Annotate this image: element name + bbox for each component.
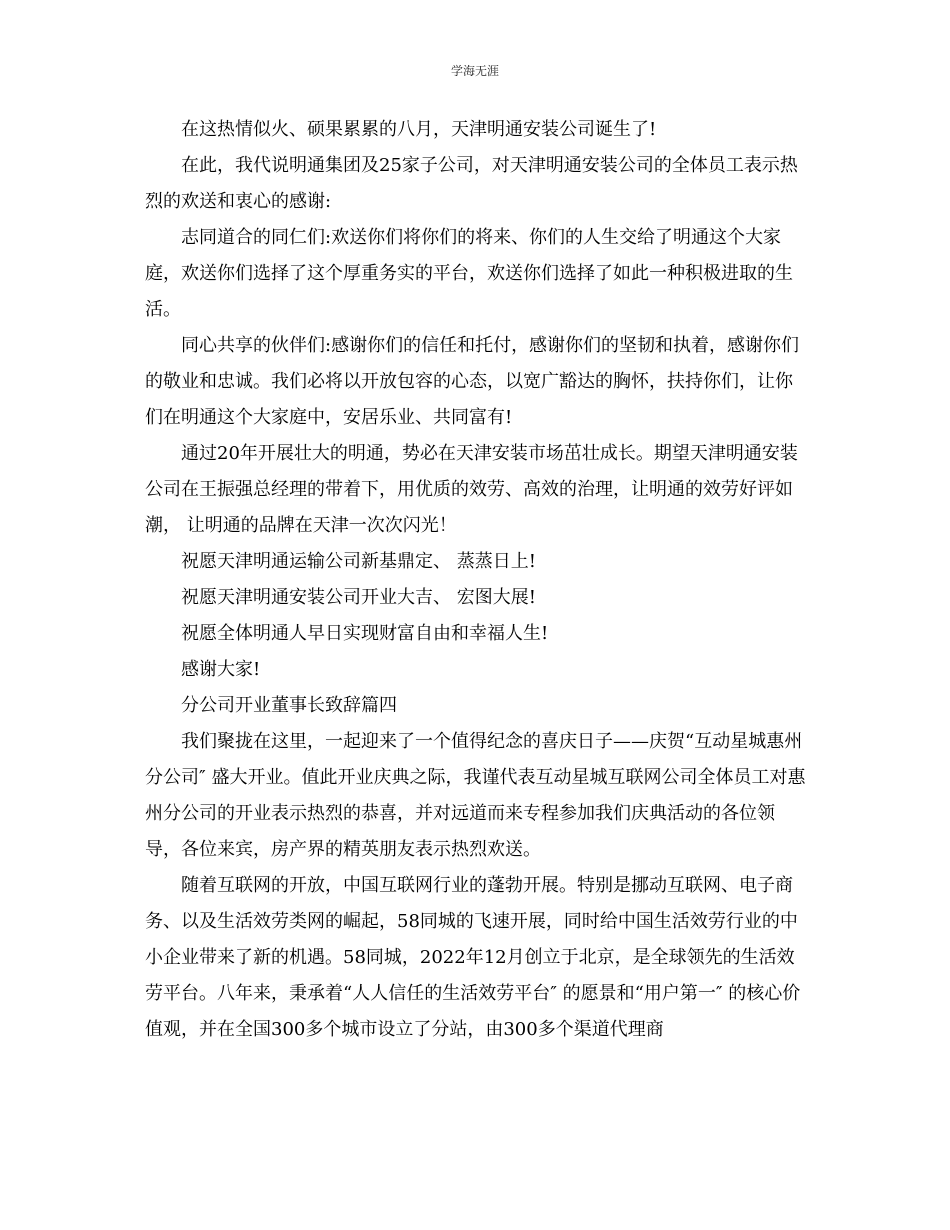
paragraph: 志同道合的同仁们:欢送你们将你们的将来、你们的人生交给了明通这个大家庭，欢送你们选择了这个厚重务实的平台，欢送你们选择了如此一种积极进取的生活。 xyxy=(145,227,793,320)
page-header: 学海无涯 xyxy=(450,64,499,78)
paragraph: 感谢大家! xyxy=(181,659,261,680)
paragraph: 通过20年开展壮大的明通，势必在天津安装市场茁壮成长。期望天津明通安装公司在王振强总经理的带着下，用优质的效劳、高效的治理，让明通的效劳好评如潮， 让明通的品牌在天津一次次闪光！ xyxy=(145,443,798,536)
paragraph: 祝愿天津明通运输公司新基鼎定、 蒸蒸日上! xyxy=(181,551,536,572)
paragraph: 随着互联网的开放，中国互联网行业的蓬勃开展。特别是挪动互联网、电子商务、以及生活效劳类网的崛起，58同城的飞速开展，同时给中国生活效劳行业的中小企业带来了新的机遇。58同城，2022年12月创立于北京，是全球领先的生活效劳平台。八年来，秉承着“人人信任的生活效劳平台″ 的愿景和“用户第一″ 的核心价值观，并在全国300多个城市设立了分站，由300多个渠道代理商 xyxy=(145,875,801,1040)
paragraph: 在这热情似火、硕果累累的八月，天津明通安装公司诞生了! xyxy=(181,119,657,140)
section-heading: 分公司开业董事长致辞篇四 xyxy=(181,695,397,716)
paragraph: 祝愿全体明通人早日实现财富自由和幸福人生! xyxy=(181,623,549,644)
paragraph: 同心共享的伙伴们:感谢你们的信任和托付，感谢你们的坚韧和执着，感谢你们的敬业和忠诚。我们必将以开放包容的心态，以宽广豁达的胸怀，扶持你们，让你们在明通这个大家庭中，安居乐业、共同富有! xyxy=(145,335,800,428)
paragraph: 在此，我代说明通集团及25家子公司，对天津明通安装公司的全体员工表示热烈的欢送和衷心的感谢: xyxy=(145,155,798,212)
document-body xyxy=(145,112,807,1048)
paragraph: 我们聚拢在这里，一起迎来了一个值得纪念的喜庆日子——庆贺“互动星城惠州分公司″ 盛大开业。值此开业庆典之际，我谨代表互动星城互联网公司全体员工对惠州分公司的开业表示热烈的恭喜，并对远道而来专程参加我们庆典活动的各位领导，各位来宾，房产界的精英朋友表示热烈欢送。 xyxy=(145,731,806,860)
paragraph: 祝愿天津明通安装公司开业大吉、 宏图大展! xyxy=(181,587,536,608)
